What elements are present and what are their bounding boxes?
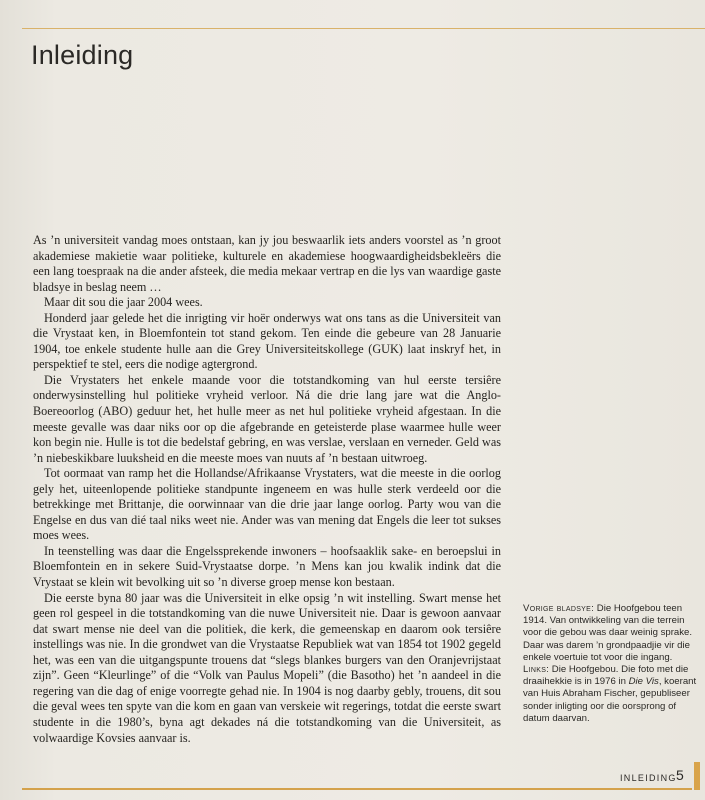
caption-left-label: Links: <box>523 664 550 676</box>
body-paragraph-7: Die eerste byna 80 jaar was die Universiteit in elke opsig ’n wit instelling. Swart mense het geen rol gespeel in die totstandkoming van die nuwe Universiteit nie. Daar is gewoon aanvaar dat swart mense nie deel van die politiek, die kerk, die gemeenskap en daarom ook tersiêre instellings was nie. In die grondwet van die Vrystaatse Republiek wat van 1854 tot 1902 gegeld het, was een van die uitgangspunte trouens dat “slegs blankes burgers van den Oranjevrijstaat zijn”. Geen “Kleurlinge” of die “Volk van Paulus Mopeli” (die Basotho) het ’n aandeel in die regering van die dag of enige voorregte gehad nie. In 1904 is nog daarby gebly, trouens, dit sou die geval wees ten spyte van die kom en gaan van verskeie wit regerings, totdat die eerste swart studente in die 1980’s, byna agt dekades ná die totstandkoming van die Universiteit, as volwaardige Kovsies aanvaar is. <box>33 590 501 745</box>
body-paragraph-6: In teenstelling was daar die Engelssprekende inwoners – hoofsaaklik sake- en beroepslui in Bloemfontein en in sekere Suid-Vrystaatse dorpe. ’n Mens kan jou kwalik indink dat die Vrystaat se klein wit bevolking uit so ’n diverse groep mense kon bestaan. <box>33 543 501 590</box>
caption-left <box>523 664 703 725</box>
photo-caption <box>523 603 703 725</box>
bottom-rule-line <box>22 788 692 790</box>
body-paragraph-4: Die Vrystaters het enkele maande voor die totstandkoming van hul eerste tersiêre onderwysinstelling hul politieke vryheid verloor. Ná die drie lang jare wat die Anglo-Boereoorlog (ABO) geduur het, het hulle meer as net hul politieke vryheid afgestaan. In die meeste gevalle was daar niks oor op die afgebrande en geteisterde plase waarmee hulle weer kon begin nie. Hulle is tot die bedelstaf gebring, en was verslae, verslaan en verneder. Geld was ’n niebeskikbare luuksheid en die meeste moes van nuuts af ’n bestaan uitwroeg. <box>33 372 501 465</box>
caption-left-text-2: , koerant van Huis Abraham Fischer, gepubliseer sonder inligting oor die oorsprong of datum daarvan. <box>523 676 697 724</box>
body-text <box>33 233 501 746</box>
edge-marker-bar <box>694 762 700 790</box>
caption-left-italic: Die Vis <box>628 676 659 688</box>
body-paragraph-2: Maar dit sou die jaar 2004 wees. <box>44 295 203 310</box>
page-number: 5 <box>676 767 684 783</box>
body-paragraph-3: Honderd jaar gelede het die inrigting vir hoër onderwys wat ons tans as die Universiteit van die Vrystaat ken, in Bloemfontein tot stand gekom. Ten einde die gebeure van 28 Januarie 1904, toe enkele studente hulle aan die Grey Universiteitskollege (GUK) laat inskryf het, in perspektief te stel, eers die nodige agtergrond. <box>33 310 501 372</box>
top-rule-line <box>22 28 705 29</box>
chapter-title: Inleiding <box>31 40 134 70</box>
caption-previous-text: Die Hoofgebou teen 1914. Van ontwikkeling van die terrein voor die gebou was daar weinig sprake. Daar was darem ’n grondpaadjie vir die enkele voertuie tot voor die ingang. <box>523 603 693 663</box>
caption-left-text-1: Die Hoofgebou. Die foto met die draaihekkie is in 1976 in <box>523 664 689 688</box>
caption-previous-label: Vorige bladsye: <box>523 603 595 614</box>
caption-previous-pages <box>523 603 703 664</box>
body-paragraph-5: Tot oormaat van ramp het die Hollandse/Afrikaanse Vrystaters, wat die meeste in die oorlog gely het, uiteenlopende politieke standpunte ingeneem en was hulle sterk verdeeld oor die betrekkinge met Brittanje, die oorwinnaar van die drie jaar lange oorlog. Party wou van die Engelse en dus van dié taal niks weet nie. Ander was van mening dat Engels die leer tot sukses moes wees. <box>33 466 501 543</box>
body-paragraph-1: As ’n universiteit vandag moes ontstaan, kan jy jou beswaarlik iets anders voorstel as ’n groot akademiese makietie waar politieke, kulturele en akademiese hoogwaardigheidsbekleërs die een lang toespraak na die ander afsteek, die media mekaar vertrap en die lys van waardige gaste bladsye in beslag neem … <box>33 233 501 294</box>
running-footer-label: INLEIDING <box>620 773 677 783</box>
